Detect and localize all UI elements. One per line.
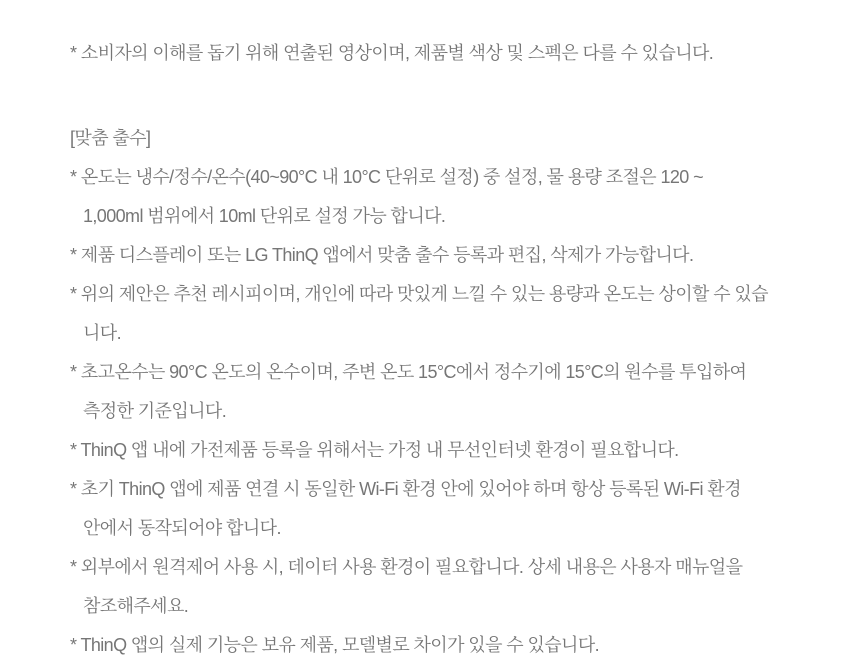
note-ultra-hot-water-basis-cont: 측정한 기준입니다. [83, 401, 227, 421]
section-heading-custom-dispensing: [맞춤 출수] [70, 128, 151, 148]
note-wifi-connection-requirement: * 초기 ThinQ 앱에 제품 연결 시 동일한 Wi-Fi 환경 안에 있어야 하며 항상 등록된 Wi-Fi 환경 [70, 479, 741, 499]
note-temperature-volume-range-cont: 1,000ml 범위에서 10ml 단위로 설정 가능 합니다. [83, 206, 446, 226]
section-spacer [70, 73, 820, 119]
note-recipe-recommendation-cont: 니다. [83, 323, 121, 343]
note-thinq-wireless-internet: * ThinQ 앱 내에 가전제품 등록을 위해서는 가정 내 무선인터넷 환경이 필요합니다. [70, 440, 679, 460]
note-recipe-recommendation: * 위의 제안은 추천 레시피이며, 개인에 따라 맛있게 느낄 수 있는 용량과 온도는 상이할 수 있습 [70, 284, 768, 304]
note-thinq-feature-difference: * ThinQ 앱의 실제 기능은 보유 제품, 모델별로 차이가 있을 수 있습니다. [70, 635, 600, 655]
note-temperature-volume-range: * 온도는 냉수/정수/온수(40~90°C 내 10°C 단위로 설정) 중 설정, 물 용량 조절은 120 ~ [70, 167, 704, 187]
note-ultra-hot-water-basis: * 초고온수는 90°C 온도의 온수이며, 주변 온도 15°C에서 정수기에 15°C의 원수를 투입하여 [70, 362, 747, 382]
note-display-thinq-edit: * 제품 디스플레이 또는 LG ThinQ 앱에서 맞춤 출수 등록과 편집, 삭제가 가능합니다. [70, 245, 694, 265]
video-disclaimer-note: * 소비자의 이해를 돕기 위해 연출된 영상이며, 제품별 색상 및 스펙은 다를 수 있습니다. [70, 43, 714, 63]
note-remote-control-data-cont: 참조해주세요. [83, 596, 189, 616]
note-remote-control-data: * 외부에서 원격제어 사용 시, 데이터 사용 환경이 필요합니다. 상세 내용은 사용자 매뉴얼을 [70, 557, 743, 577]
note-wifi-connection-requirement-cont: 안에서 동작되어야 합니다. [83, 518, 281, 538]
